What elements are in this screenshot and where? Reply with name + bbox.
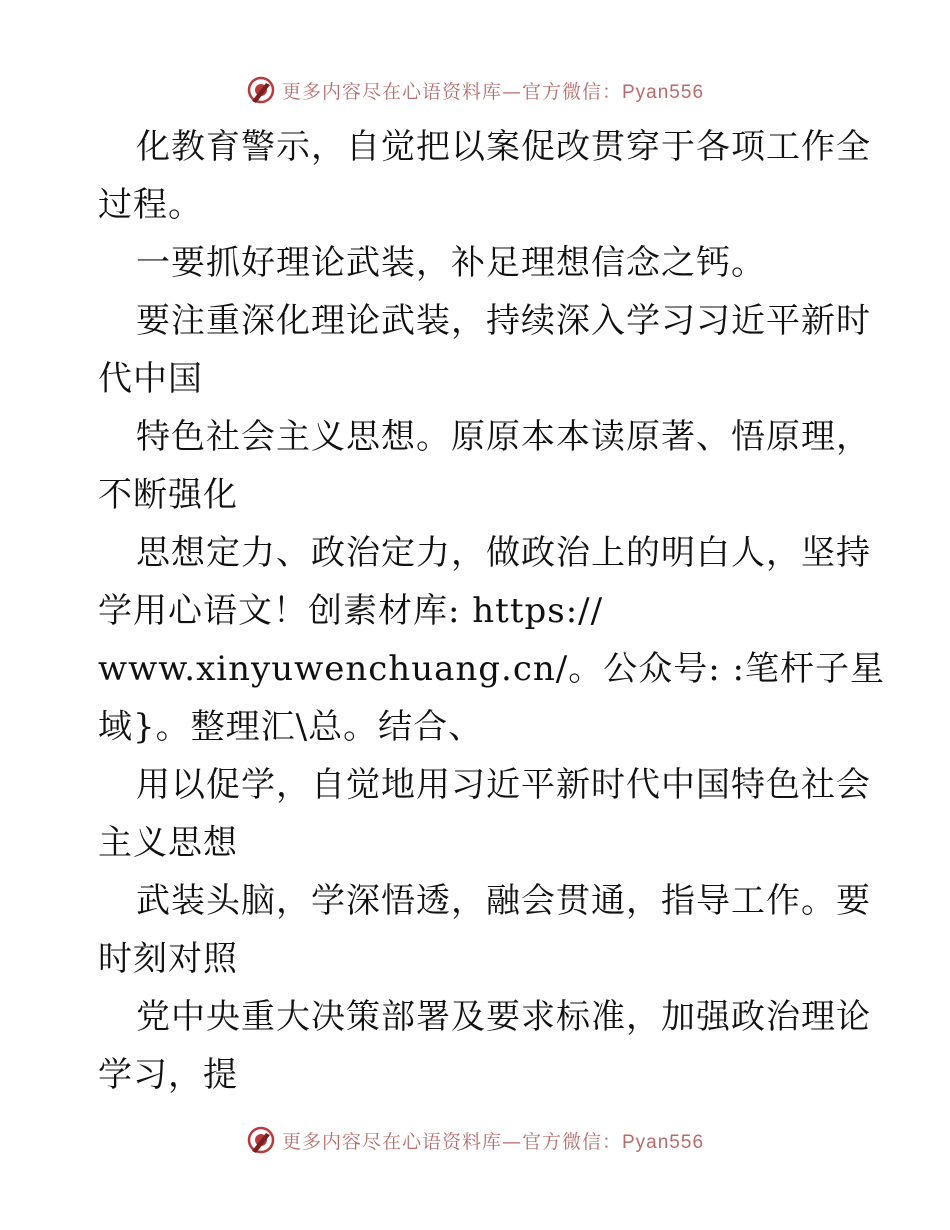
watermark-text: 更多内容尽在心语资料库—官方微信：Pyan556 [281, 1130, 705, 1153]
text-line: 党中央重大决策部署及要求标准，加强政治理论 [136, 997, 871, 1037]
text-line: 一要抓好理论武装，补足理想信念之钙。 [136, 243, 766, 283]
text-line: 不断强化 [98, 475, 238, 515]
watermark-text: 更多内容尽在心语资料库—官方微信：Pyan556 [281, 80, 705, 103]
pen-logo-icon [246, 1125, 276, 1155]
document-body [98, 118, 885, 1104]
text-line: 特色社会主义思想。原原本本读原著、悟原理， [136, 417, 871, 457]
text-line: 时刻对照 [98, 939, 238, 979]
pen-logo-icon [246, 75, 276, 105]
footer-watermark [0, 1120, 950, 1160]
text-line: 用以促学，自觉地用习近平新时代中国特色社会 [136, 765, 871, 805]
text-line: 域}。整理汇\总。结合、 [98, 707, 484, 747]
text-line: 学习，提 [98, 1055, 238, 1095]
text-line: 要注重深化理论武装，持续深入学习习近平新时 [136, 301, 871, 341]
text-line: 代中国 [98, 359, 203, 399]
text-line: 学用心语文！创素材库: https:// [98, 591, 604, 631]
text-line: 主义思想 [98, 823, 238, 863]
text-line: www.xinyuwenchuang.cn/。公众号: :笔杆子星 [98, 649, 885, 689]
header-watermark [0, 70, 950, 110]
text-line: 思想定力、政治定力，做政治上的明白人，坚持 [136, 533, 871, 573]
text-line: 过程。 [98, 185, 203, 225]
text-line: 武装头脑，学深悟透，融会贯通，指导工作。要 [136, 881, 871, 921]
text-line: 化教育警示，自觉把以案促改贯穿于各项工作全 [136, 127, 871, 167]
